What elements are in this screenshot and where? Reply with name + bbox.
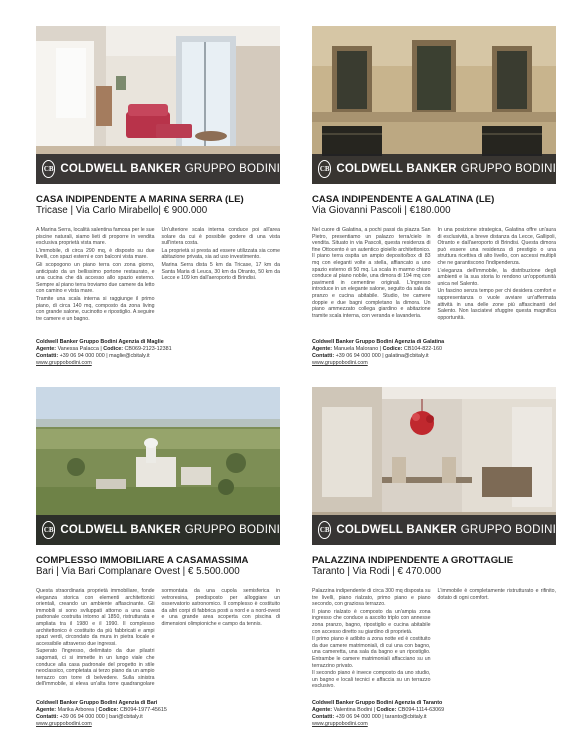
coldwell-banker-logo: CB — [42, 521, 55, 539]
website-link[interactable]: www.gruppobodini.com — [36, 721, 92, 727]
listing-galatina — [312, 26, 556, 367]
brand-banner — [36, 515, 280, 545]
coldwell-banker-logo: CB — [318, 160, 331, 178]
listing-photo[interactable] — [312, 26, 556, 184]
brand-banner — [312, 515, 556, 545]
listing-location-price: Via Giovanni Pascoli | €180.000 — [312, 205, 451, 216]
brand-name: COLDWELL BANKER GRUPPO BODINI — [336, 163, 556, 175]
brand-name: COLDWELL BANKER GRUPPO BODINI — [60, 163, 280, 175]
website-link[interactable]: www.gruppobodini.com — [312, 360, 368, 366]
agency-info: Coldwell Banker Gruppo Bodini Agenzia di Galatina Agente: Manuela Malorano | Codice: CB104-822-160 Contatti: +39 06 94 000 000 | galatina@cbitaly.it www.gruppobodini.com — [312, 339, 556, 367]
listing-photo[interactable] — [312, 387, 556, 545]
coldwell-banker-logo: CB — [318, 521, 331, 539]
listing-casamassima — [36, 387, 280, 728]
listing-marina-serra — [36, 26, 280, 367]
listing-title: CASA INDIPENDENTE A GALATINA (LE) — [312, 194, 495, 205]
brand-banner — [312, 154, 556, 184]
agency-info: Coldwell Banker Gruppo Bodini Agenzia di Bari Agente: Marika Arborea | Codice: CB094-1977-45615 Contatti: +39 06 94 000 000 | bari@cbitaly.it www.gruppobodini.com — [36, 700, 280, 728]
listing-photo[interactable] — [36, 26, 280, 184]
agency-info: Coldwell Banker Gruppo Bodini Agenzia di Taranto Agente: Valentina Bodini | Codice: CB094-1114-63069 Contatti: +39 06 94 000 000 | taranto@cbitaly.it www.gruppobodini.com — [312, 700, 556, 728]
website-link[interactable]: www.gruppobodini.com — [36, 360, 92, 366]
brand-name: COLDWELL BANKER GRUPPO BODINI — [336, 524, 556, 536]
listing-title: COMPLESSO IMMOBILIARE A CASAMASSIMA — [36, 555, 249, 566]
listing-description: A Marina Serra, località salentina famosa per le sue piscine naturali, siamo lieti di proporre in vendita esclusiva proprietà vista mare. L'immobile, di circa 290 mq, è disposto su due livelli, con spazi esterni e con balconi vista mare. Gli scopogono un piano terra con zona giorno, anticipato da un bellissimo portone restaurato, e una cucina che dà accesso allo spazio esterno. Sempre al piano terra troviamo due camere da letto con camino e vista mare. Tramite una scala interna si raggiunge il primo piano, di circa 140 mq, composto da zona living con grande salone, cucinotto e ripostiglio. A seguire tre camere e un bagno. Un'ulteriore scala interna conduce poi all'area solare da cui è possibile godere di una vista sull'intera costa. La proprietà si presta ad essere utilizzata sia come abitazione privata, sia ad uso investimento. Marina Serra dista 5 km da Tricase, 17 km da Santa Maria di Leuca, 30 km da Otranto, 50 km da Lecce e 109 km dall'aeroporto di Brindisi. — [36, 227, 280, 322]
listing-grottaglie — [312, 387, 556, 728]
listing-photo[interactable] — [36, 387, 280, 545]
website-link[interactable]: www.gruppobodini.com — [312, 721, 368, 727]
brand-name: COLDWELL BANKER GRUPPO BODINI — [60, 524, 280, 536]
listing-location-price: Taranto | Via Rodi | € 470.000 — [312, 566, 442, 577]
listing-location-price: Bari | Via Bari Complanare Ovest | € 5.500.000 — [36, 566, 240, 577]
listing-location-price: Tricase | Via Carlo Mirabello| € 900.000 — [36, 205, 208, 216]
listing-description: Nel cuore di Galatina, a pochi passi da piazza San Pietro, presentiamo un palazzo terra/cielo in vendita. Situato in via Pascoli, questa residenza di fine Ottocento è un autentico gioiello architettonico. Il piano terra ospita un ampio deposito/box di 83 mq con eleganti volte a stella, affiancato a uno spazio esterno di 50 mq. La scala in marmo chiaro conduce al piano nobile, una dimora di 194 mq con pavimenti in cementine originali. L'ingresso introduce in un elegante salone, seguito da sala da pranzo e cucina abitabile. Studio, tre camere doppie e due bagni completano la dimora. Un piano ammezzato collega giardino e abitazione tramite scala interna, con veranda e lavanderia. In una posizione strategica, Galatina offre un'aura di esclusività, a breve distanza da Lecce, Gallipoli, Otranto e dall'aeroporto di Brindisi. Questa dimora può essere una residenza di prestigio o una struttura ricettiva di alto livello, con accessi multipli che ne garantiscono l'indipendenza. L'eleganza dell'immobile, la distribuzione degli ambienti e la sua storia lo rendono un'opportunità unica nel Salento. Un fascino senza tempo per chi desidera comfort e rappresentanza o vuole avviare un'affermata attività in una delle zone più affascinanti del Salento. Non lasciatevi sfuggire questa magnifica opportunità. — [312, 227, 556, 321]
brand-banner — [36, 154, 280, 184]
listing-title: CASA INDIPENDENTE A MARINA SERRA (LE) — [36, 194, 244, 205]
listing-description: Palazzina indipendente di circa 300 mq disposta su tre livelli, piano rialzato, primo piano e piano secondo, con graziosa terrazzo. Il piano rialzato è composto da un'ampia zona ingresso che conduce a ascolto triplo con annesse zona pranzo, bagno, ripostiglio e cucina abitabile con accesso diretto su giardino di proprietà. Il primo piano è adibito a zona notte ed è costituito da due camere matrimoniali, di cui una con bagno, una cameretta, una sala da bagno e un ripostiglio. Entrambe le camere matrimoniali affacciano su un terrazzino privato. Il secondo piano è invece composto da uno studio, un bagno e locali tecnici e affaccia su un terrazzo esclusivo. L'immobile è completamente ristrutturato e rifinito, dotato di ogni comfort. — [312, 588, 556, 690]
coldwell-banker-logo: CB — [42, 160, 55, 178]
listing-title: PALAZZINA INDIPENDENTE A GROTTAGLIE — [312, 555, 514, 566]
listing-description: Questa straordinaria proprietà immobiliare, fonde eleganza storica con elementi architettonici orientali, creando un ambiente affascinante. Gli immobili si sono sviluppati attorno a una casa padronale costruita intorno al 1850, ristrutturata e ampliata tra il 1980 e il 1990. Il complesso architettonico è costituito da più fabbricati e ampi spazi verdi, circondato da mura in pietra locale e accessibile attraverso due ingressi. Superato l'ingresso, delimitato da due pilastri sagomati, ci si immette in un lungo viale che conduce alla casa padronale del progetto in stile neoclassico, completata ai terzo piano da un ampio terrazzo con torre di belvedere. Sulla sinistra dell'immobile, si eleva un'alta torre quadrangolare sormontata da una cupola semisferica in vetroresina, predisposto per alloggiare un osservatorio astronomico. Il complesso è costituito da altri corpi di fabbrica posti a nord e a nord-ovest e una grande area scoperta con piscina di dimensioni olimpioniche e campo da tennis. — [36, 588, 280, 688]
agency-info: Coldwell Banker Gruppo Bodini Agenzia di Maglie Agente: Vanessa Palacca | Codice: CB069-2123-12381 Contatti: +39 06 94 000 000 | maglie@cbitaly.it www.gruppobodini.com — [36, 339, 280, 367]
